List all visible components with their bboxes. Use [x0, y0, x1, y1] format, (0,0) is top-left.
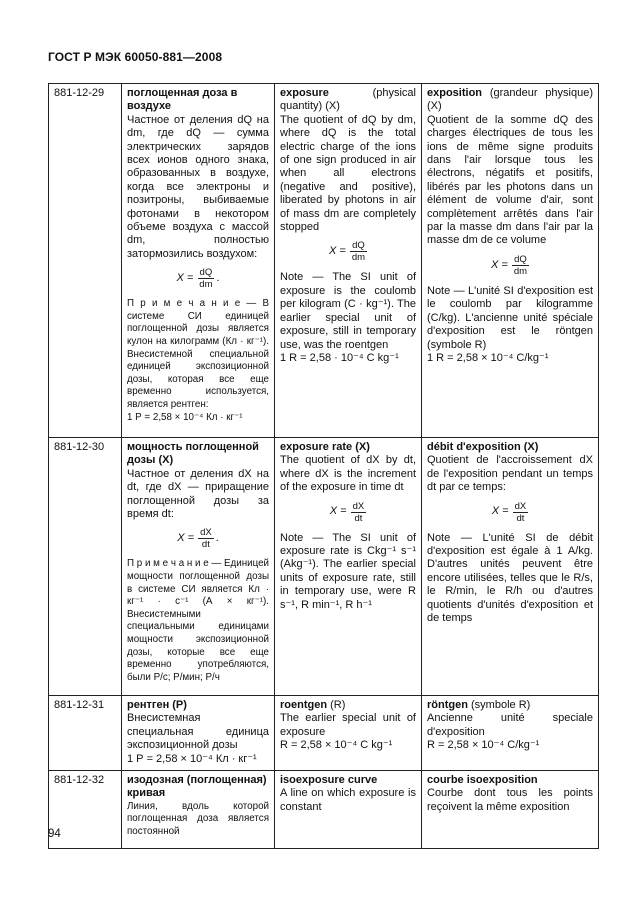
english-term: isoexposure curve: [280, 774, 378, 787]
formula-numerator: dQ: [352, 240, 365, 252]
formula: [427, 501, 593, 524]
french-definition: Ancienne unité speciale d'exposition: [427, 712, 593, 738]
english-cell: [275, 84, 422, 438]
english-term-extra: (R): [330, 699, 346, 711]
french-term-extra: (grandeur physique) (X): [427, 87, 593, 113]
french-cell: [422, 771, 599, 849]
russian-definition: Частное от деления dX на dt, где dX — приращение поглощенной дозы за время dt:: [127, 467, 269, 521]
terms-table: [48, 83, 599, 849]
russian-definition: Частное от деления dQ на dm, где dQ — сумма электрических зарядов всех ионов одного знака, образованных в воздухе, когда все электроны и позитроны, выбиваемые фотонами в некотором объеме воздуха с массой dm, полностью затормозились воздухом:: [127, 113, 269, 260]
formula-denominator: dm: [351, 252, 366, 264]
english-term: exposure rate (X): [280, 441, 370, 453]
english-note: Note — The SI unit of exposure rate is Ckg⁻¹ s⁻¹ (Akg⁻¹). The earlier special units of exposure rate, still in temporary use, were R s⁻¹, R min⁻¹, R h⁻¹: [280, 531, 416, 611]
russian-note: П р и м е ч а н и е — В системе СИ единицей поглощенной дозы является кулон на килограмм (Кл · кг⁻¹). Внесистемной специальной единицей экспозиционной дозы, которая все еще временно используется, является рентген:: [127, 298, 269, 411]
page-number: 94: [48, 828, 61, 840]
formula-lhs: X =: [490, 258, 508, 271]
french-term-extra: (symbole R): [471, 699, 531, 711]
french-note-value: 1 R = 2,58 × 10⁻⁴ C/kg⁻¹: [427, 351, 549, 364]
english-cell: [275, 771, 422, 849]
russian-cell: [122, 771, 275, 849]
term-number: 881-12-29: [49, 84, 122, 438]
formula-denominator: dt: [354, 512, 363, 524]
term-number: 881-12-30: [49, 438, 122, 696]
english-definition: The quotient of dX by dt, where dX is the increment of the exposure in time dt: [280, 454, 416, 494]
russian-definition: Линия, вдоль которой поглощенная доза является постоянной: [127, 800, 269, 838]
french-cell: [422, 438, 599, 696]
english-definition: The earlier special unit of exposure: [280, 712, 416, 738]
french-cell: [422, 696, 599, 771]
russian-note-value: 1 Р = 2,58 × 10⁻⁴ Кл · кг⁻¹: [127, 411, 243, 423]
french-term: exposition: [427, 87, 483, 99]
formula-numerator: dQ: [514, 253, 527, 265]
french-cell: [422, 84, 599, 438]
russian-note: П р и м е ч а н и е — Единицей мощности поглощенной дозы в системе СИ является Кл · кг⁻¹ · с⁻¹ (А × кг⁻¹). Внесистемными специальными единицами мощности экспозиционной дозы, которые все еще временно употребляются, были Р/с; Р/мин; Р/ч: [127, 558, 269, 683]
english-value: R = 2,58 × 10⁻⁴ C kg⁻¹: [280, 739, 393, 752]
formula-denominator: dm: [513, 265, 528, 277]
formula: X = $\frac{dQ}{dm}$ .: [176, 267, 220, 291]
term-number: 881-12-32: [49, 771, 122, 849]
english-definition: A line on which exposure is constant: [280, 787, 416, 813]
russian-term: поглощенная доза в воздухе: [127, 87, 238, 113]
russian-cell: [122, 438, 275, 696]
formula-numerator: dX: [200, 527, 212, 539]
english-note: Note — The SI unit of exposure is the coulomb per kilogram (C · kg⁻¹). The earlier special unit of exposure, still in temporary use, was the roentgen: [280, 271, 416, 351]
formula-denominator: dt: [201, 539, 210, 551]
document-header: ГОСТ Р МЭК 60050-881—2008: [48, 50, 223, 64]
english-term: roentgen: [280, 699, 328, 711]
english-cell: [275, 696, 422, 771]
french-definition: Quotient de la somme dQ des charges électriques de tous les ions de même signe produits dans l'air lorsque tous les électrons, négatifs et positifs, libérés par les photons dans un élément de volume d'air, sont complètement arrêtés dans l'air par la masse dm dans l'air par la masse dm de ce volume: [427, 113, 593, 247]
french-note: Note — L'unité SI d'exposition est le coulomb par kilogramme (C/kg). L'ancienne unité spéciale d'exposition est le röntgen (symbole R): [427, 284, 593, 351]
french-term: courbe isoexposition: [427, 774, 538, 787]
table-row: [49, 696, 599, 771]
formula-numerator: dX: [352, 500, 365, 512]
formula: [427, 254, 593, 277]
formula-denominator: dt: [516, 512, 525, 524]
french-note: Note — L'unité SI de débit d'exposition est égale à 1 A/kg. D'autres unités peuvent être encore utilisées, telles que le R/s, le R/min, le R/h ou d'autres quotients d'unités d'exposition et de temps: [427, 531, 593, 625]
formula-lhs: X =: [491, 505, 509, 518]
table-row: [49, 84, 599, 438]
russian-cell: [122, 84, 275, 438]
formula-lhs: X =: [328, 245, 346, 258]
formula-denominator: dm: [199, 279, 213, 291]
formula-numerator: dX: [514, 500, 527, 512]
formula: X = $\frac{dX}{dt}$ .: [177, 527, 219, 551]
english-definition: The quotient of dQ by dm, where dQ is the total electric charge of the ions of one sign produced in air when all electrons (negative and positive), liberated by photons in air of mass dm are completely stopped: [280, 113, 416, 234]
english-term-extra: (physical quantity) (X): [280, 87, 416, 113]
russian-term: изодозная (поглощенная) кривая: [127, 774, 267, 800]
russian-term: мощность поглощенной дозы (X): [127, 441, 259, 467]
english-note-value: 1 R = 2,58 · 10⁻⁴ C kg⁻¹: [280, 351, 399, 364]
russian-term: рентген (Р): [127, 699, 187, 711]
table-row: [49, 771, 599, 849]
table-row: [49, 438, 599, 696]
formula-lhs: X =: [329, 505, 347, 518]
french-term: débit d'exposition (X): [427, 441, 539, 453]
russian-value: 1 Р = 2,58 × 10⁻⁴ Кл · кг⁻¹: [127, 752, 257, 765]
formula: [280, 501, 416, 524]
russian-definition: Внесистемная специальная единица экспозиционной дозы: [127, 712, 269, 752]
formula: [280, 240, 416, 263]
formula-numerator: dQ: [199, 267, 213, 279]
french-value: R = 2,58 × 10⁻⁴ C/kg⁻¹: [427, 739, 540, 752]
french-term: röntgen: [427, 699, 468, 711]
term-number: 881-12-31: [49, 696, 122, 771]
english-term: exposure: [280, 87, 329, 99]
french-definition: Quotient de l'accroissement dX de l'exposition pendant un temps dt par ce temps:: [427, 454, 593, 494]
english-cell: [275, 438, 422, 696]
french-definition: Courbe dont tous les points reçoivent la même exposition: [427, 787, 593, 813]
formula-lhs: X =: [176, 272, 194, 285]
russian-cell: [122, 696, 275, 771]
formula-lhs: X =: [177, 532, 195, 545]
